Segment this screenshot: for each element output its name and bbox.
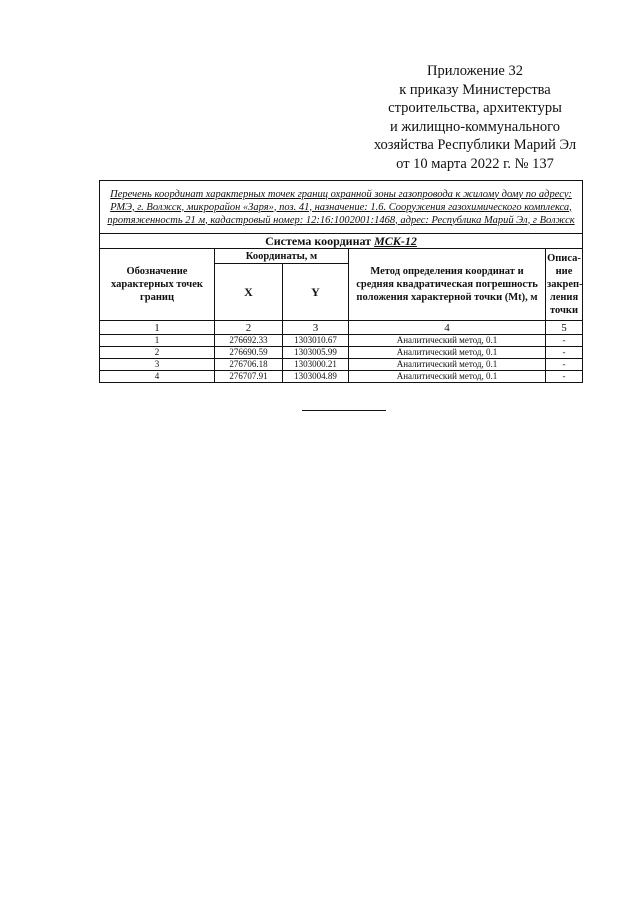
table-row xyxy=(100,371,583,383)
cell-method: Аналитический метод, 0.1 xyxy=(349,359,546,371)
cell-method: Аналитический метод, 0.1 xyxy=(349,371,546,383)
cell-y: 1303010.67 xyxy=(283,335,349,347)
table-row xyxy=(100,347,583,359)
cell-description: - xyxy=(546,335,583,347)
cell-y: 1303000.21 xyxy=(283,359,349,371)
coordinate-system-row xyxy=(100,234,583,249)
appendix-line: и жилищно-коммунального xyxy=(389,118,561,135)
column-number: 4 xyxy=(349,321,546,335)
table-row xyxy=(100,359,583,371)
header-x: X xyxy=(215,264,283,321)
coordinate-system-label: Система координат xyxy=(265,233,372,248)
cell-point: 2 xyxy=(100,347,215,359)
appendix-line: к приказу Министерства xyxy=(399,81,551,98)
cell-description: - xyxy=(546,347,583,359)
header-y: Y xyxy=(283,264,349,321)
cell-point: 3 xyxy=(100,359,215,371)
header-point: Обозначение характерных точек границ xyxy=(100,249,215,321)
column-number: 5 xyxy=(546,321,583,335)
appendix-line: хозяйства Республики Марий Эл xyxy=(373,137,577,154)
cell-x: 276692.33 xyxy=(215,335,283,347)
table-caption xyxy=(100,181,583,234)
cell-point: 1 xyxy=(100,335,215,347)
cell-point: 4 xyxy=(100,371,215,383)
appendix-line: от 10 марта 2022 г. № 137 xyxy=(396,155,554,172)
column-number: 1 xyxy=(100,321,215,335)
appendix-line: Приложение 32 xyxy=(427,63,523,79)
coordinate-system-name: МСК-12 xyxy=(374,233,417,248)
cell-x: 276707.91 xyxy=(215,371,283,383)
header-description: Описа-ние закреп-ления точки xyxy=(546,249,583,321)
cell-method: Аналитический метод, 0.1 xyxy=(349,335,546,347)
column-number-row xyxy=(100,321,583,335)
cell-method: Аналитический метод, 0.1 xyxy=(349,347,546,359)
coordinates-table xyxy=(99,180,583,383)
cell-x: 276690.59 xyxy=(215,347,283,359)
header-coords: Координаты, м xyxy=(215,249,349,264)
cell-y: 1303004.89 xyxy=(283,371,349,383)
cell-x: 276706.18 xyxy=(215,359,283,371)
cell-y: 1303005.99 xyxy=(283,347,349,359)
table-row xyxy=(100,335,583,347)
table-caption-text: Перечень координат характерных точек границ охранной зоны газопровода к жилому дому по адресу: РМЭ, г. Волжск, микрорайон «Заря», поз. 41, назначение: 1.6. Сооружения газохимического комплекса, протяженность 21 м, кадастровый номер: 12:16:1002001:1468, адрес: Республика Марий Эл, г Волжск xyxy=(107,188,575,226)
header-method: Метод определения координат и средняя квадратическая погрешность положения характерной точки (Mt), м xyxy=(349,249,546,321)
column-number: 3 xyxy=(283,321,349,335)
cell-description: - xyxy=(546,371,583,383)
column-number: 2 xyxy=(215,321,283,335)
cell-description: - xyxy=(546,359,583,371)
appendix-line: строительства, архитектуры xyxy=(388,100,562,117)
appendix-header xyxy=(360,62,590,174)
end-divider xyxy=(302,410,386,411)
